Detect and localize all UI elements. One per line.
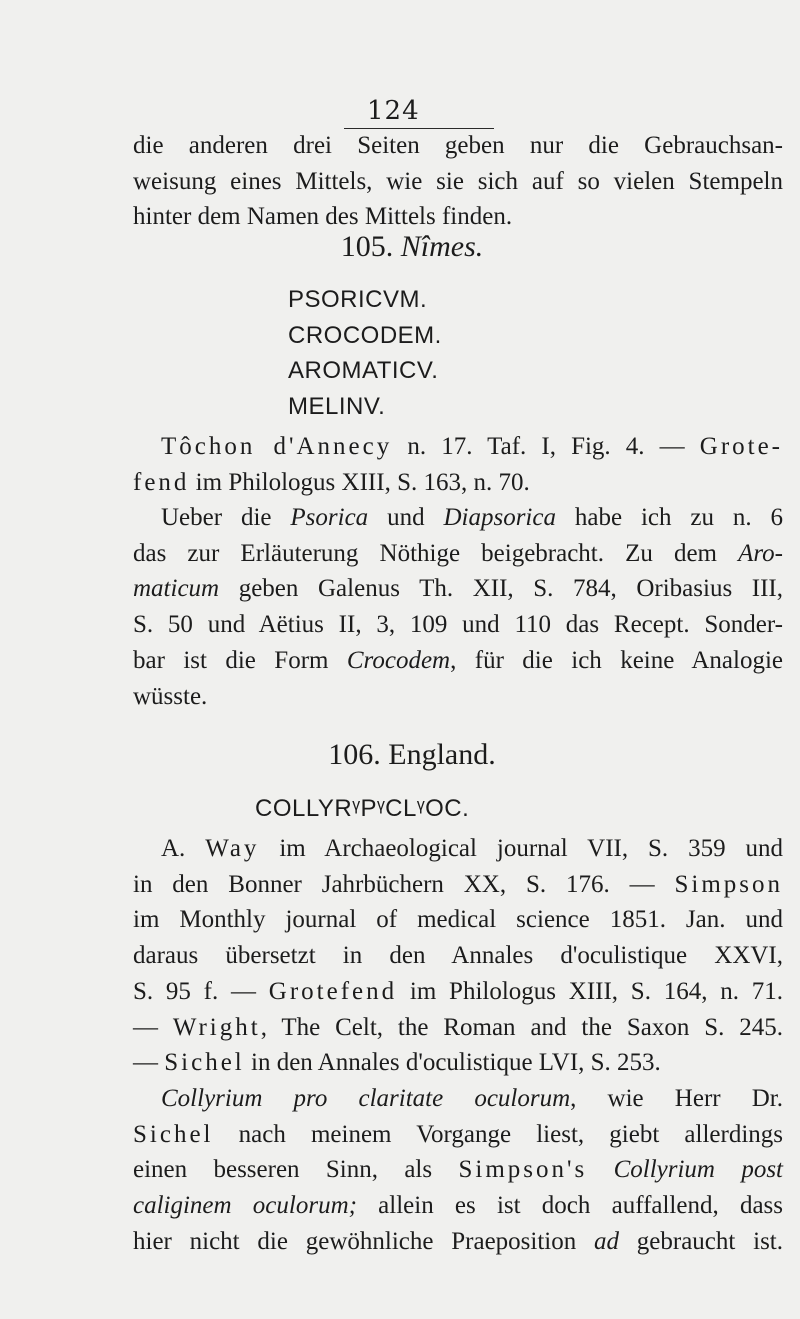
text-line: wüsste.: [133, 682, 208, 710]
text-line: — Wright, The Celt, the Roman and the Saxon S. 245.: [133, 1013, 783, 1041]
section-106-heading: [0, 738, 800, 772]
text-line: weisung eines Mittels, wie sie sich auf so vielen Stempeln: [133, 167, 783, 195]
text-line: hier nicht die gewöhnliche Praeposition ad gebraucht ist.: [133, 1227, 783, 1255]
author-name: fend: [133, 468, 190, 496]
section-105-heading: [0, 230, 800, 264]
section-106-commentary: [133, 1081, 783, 1260]
text-line: Tôchon d'Annecy n. 17. Taf. I, Fig. 4. — Grote-: [161, 433, 784, 460]
text-line: A. Way im Archaeological journal VII, S. 359 und: [161, 835, 783, 862]
section-place: Nîmes.: [400, 230, 484, 263]
text-line: bar ist die Form Crocodem, für die ich keine Analogie: [133, 646, 783, 674]
author-name: Grotefend: [268, 977, 398, 1005]
text-line: maticum geben Galenus Th. XII, S. 784, Oribasius III,: [133, 575, 783, 603]
text-line: daraus übersetzt in den Annales d'oculistique XXVI,: [133, 942, 783, 970]
text-line: in den Bonner Jahrbüchern XX, S. 176. — Simpson: [133, 870, 783, 898]
stamp-line: MELINV.: [288, 393, 386, 420]
text-line: Ueber die Psorica und Diapsorica habe ich zu n. 6: [161, 504, 783, 531]
author-name: Simpson's: [458, 1156, 588, 1184]
page-number: 124: [367, 96, 420, 126]
author-name: Tôchon d'Annecy: [161, 433, 393, 460]
stamp-line: PSORICVM.: [288, 286, 428, 313]
text-line: caliginem oculorum; allein es ist doch auffallend, dass: [133, 1192, 783, 1220]
section-number: 105.: [340, 230, 394, 263]
author-name: Sichel: [133, 1120, 214, 1148]
text-line: S. 95 f. — Grotefend im Philologus XIII, S. 164, n. 71.: [133, 977, 783, 1005]
text-line: — Sichel in den Annales d'oculistique LVI, S. 253.: [133, 1049, 661, 1077]
text-line: hinter dem Namen des Mittels finden.: [133, 203, 513, 231]
section-place: England.: [388, 738, 496, 771]
author-name: Sichel: [164, 1049, 245, 1077]
text-line: im Monthly journal of medical science 1851. Jan. und: [133, 906, 783, 934]
author-name: Simpson: [674, 870, 783, 898]
text-line: einen besseren Sinn, als Simpson's Collyrium post: [133, 1156, 783, 1184]
author-name: Grote-: [699, 433, 784, 460]
text-line: das zur Erläuterung Nöthige beigebracht. Zu dem Aro-: [133, 539, 783, 567]
section-105-commentary: [133, 500, 783, 714]
section-number: 106.: [328, 738, 381, 771]
section-105-references: [133, 429, 783, 500]
stamp-line: COLLYRᵞPᵞCLᵞOC.: [255, 795, 470, 822]
stamp-line: AROMATICV.: [288, 357, 439, 384]
author-name: Way: [205, 835, 260, 862]
section-106-references: [133, 831, 783, 1081]
text-line: fend im Philologus XIII, S. 163, n. 70.: [133, 468, 530, 496]
author-name: Wright: [172, 1013, 261, 1041]
text-line: Sichel nach meinem Vorgange liest, giebt allerdings: [133, 1120, 783, 1148]
text-line: S. 50 und Aëtius II, 3, 109 und 110 das Recept. Sonder-: [133, 611, 783, 639]
text-line: Collyrium pro claritate oculorum, wie Herr Dr.: [161, 1085, 783, 1112]
text-line: die anderen drei Seiten geben nur die Gebrauchsan-: [133, 132, 783, 159]
stamp-line: CROCODEM.: [288, 322, 442, 349]
intro-paragraph: [133, 128, 783, 235]
